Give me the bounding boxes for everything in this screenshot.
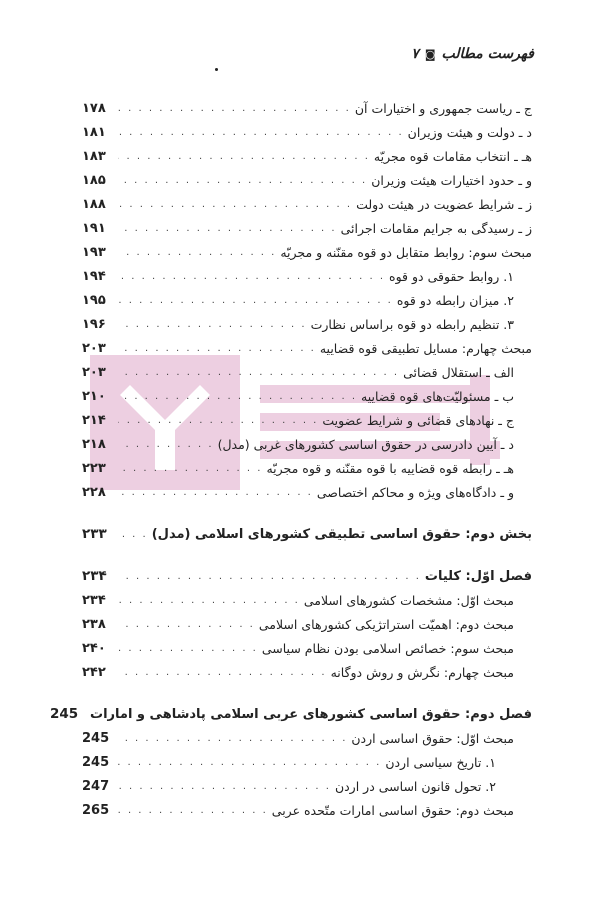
toc-entry[interactable]: و ـ دادگاه‌های ویژه و محاکم اختصاصی . . . ۲۲۸	[82, 480, 532, 504]
toc-entry[interactable]: مبحث چهارم: مسایل تطبیقی قوه قضاییه . . . ۲۰۳	[82, 336, 532, 360]
toc-entry[interactable]: ۱. تاریخ سیاسی اردن . . . 245	[82, 750, 532, 774]
toc-entry[interactable]: مبحث اوّل: حقوق اساسی اردن . . . 245	[82, 726, 532, 750]
spacer	[82, 504, 532, 522]
running-header	[411, 46, 534, 62]
toc-entry[interactable]: هـ ـ رابطه قوه قضاییه با قوه مقنّنه و قوه مجریّه . . . ۲۲۳	[82, 456, 532, 480]
toc-entry[interactable]: مبحث دوم: حقوق اساسی امارات متّحده عربی . . . 265	[82, 798, 532, 822]
toc-entry[interactable]: مبحث اوّل: مشخصات کشورهای اسلامی . . . ۲۳۴	[82, 588, 532, 612]
toc-entry[interactable]: مبحث دوم: اهمیّت استراتژیکی کشورهای اسلامی . . . ۲۳۸	[82, 612, 532, 636]
toc-entry[interactable]: ۱. روابط حقوقی دو قوه . . . ۱۹۴	[82, 264, 532, 288]
spacer	[82, 684, 532, 702]
toc-entry[interactable]: و ـ حدود اختیارات هیئت وزیران . . . ۱۸۵	[82, 168, 532, 192]
toc-entry[interactable]: ۲. میزان رابطه دو قوه . . . ۱۹۵	[82, 288, 532, 312]
toc-entry[interactable]: ۳. تنظیم رابطه دو قوه براساس نظارت . . . ۱۹۶	[82, 312, 532, 336]
toc-entry[interactable]: مبحث چهارم: نگرش و روش دوگانه . . . ۲۴۲	[82, 660, 532, 684]
toc-entry[interactable]: هـ ـ انتخاب مقامات قوه مجریّه . . . ۱۸۳	[82, 144, 532, 168]
toc-entry[interactable]: ز ـ شرایط عضویت در هیئت دولت . . . ۱۸۸	[82, 192, 532, 216]
chapter-heading[interactable]: فصل دوم: حقوق اساسی کشورهای عربی اسلامی پادشاهی و امارات 245	[50, 706, 532, 722]
toc-entry[interactable]: د ـ دولت و هیئت وزیران . . . ۱۸۱	[82, 120, 532, 144]
toc-entry[interactable]: مبحث سوم: روابط متقابل دو قوه مقنّنه و مجریّه . . . ۱۹۳	[82, 240, 532, 264]
part-heading[interactable]: بخش دوم: حقوق اساسی تطبیقی کشورهای اسلامی (مدل) . . . ۲۳۳	[82, 522, 532, 546]
toc-entry[interactable]: د ـ آیین دادرسی در حقوق اساسی کشورهای غربی (مدل) . . . ۲۱۸	[82, 432, 532, 456]
ink-dot	[215, 68, 218, 71]
spacer	[82, 546, 532, 564]
toc-entry[interactable]: ۲. تحول قانون اساسی در اردن . . . 247	[82, 774, 532, 798]
header-page-number: ۷	[411, 46, 419, 62]
chapter-heading[interactable]: فصل اوّل: کلیات . . . ۲۳۴	[82, 564, 532, 588]
toc-entry[interactable]: ج ـ ریاست جمهوری و اختیارات آن . . . ۱۷۸	[82, 96, 532, 120]
header-ornament: ◙	[424, 47, 436, 61]
table-of-contents	[50, 96, 532, 822]
header-title: فهرست مطالب	[441, 46, 534, 62]
toc-entry[interactable]: مبحث سوم: خصائص اسلامی بودن نظام سیاسی . . . ۲۴۰	[82, 636, 532, 660]
toc-entry[interactable]: الف ـ استقلال قضائی . . . ۲۰۳	[82, 360, 532, 384]
toc-entry[interactable]: ز ـ رسیدگی به جرایم مقامات اجرائی . . . ۱۹۱	[82, 216, 532, 240]
toc-entry[interactable]: ب ـ مسئولیّت‌های قوه قضاییه . . . ۲۱۰	[82, 384, 532, 408]
toc-entry[interactable]: ج ـ نهادهای قضائی و شرایط عضویت . . . ۲۱۴	[82, 408, 532, 432]
